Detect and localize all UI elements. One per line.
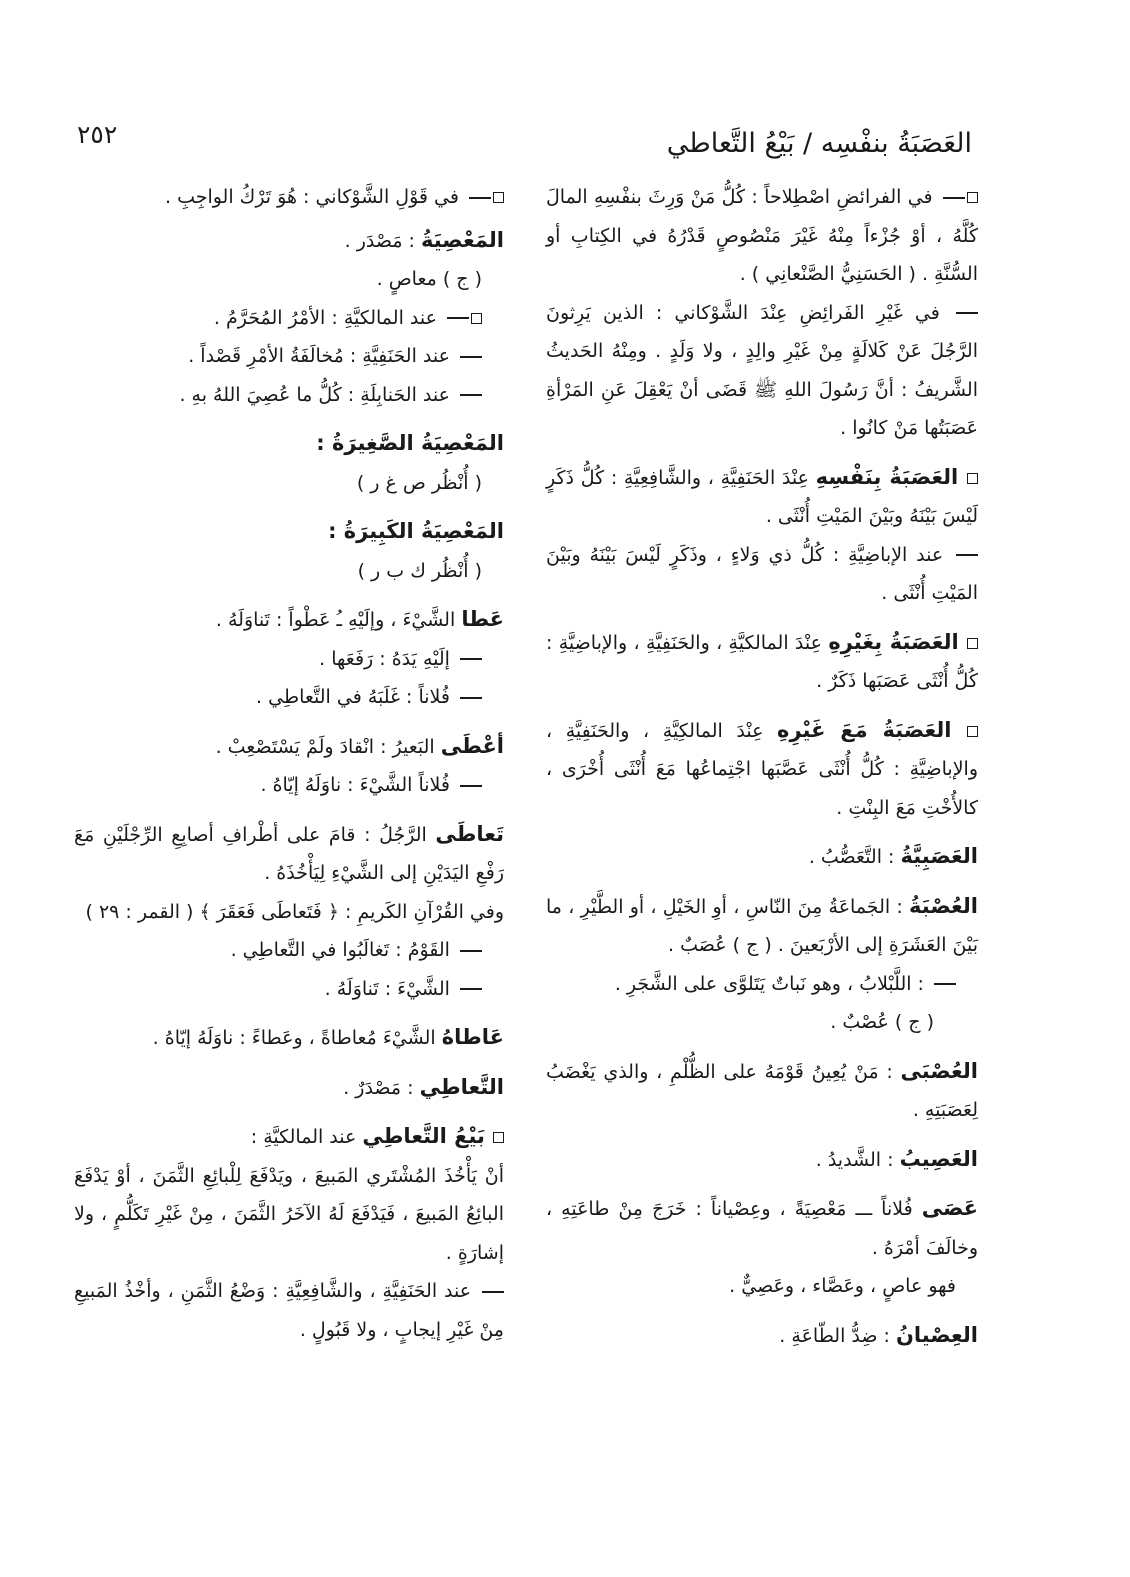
dash-marker <box>460 394 482 396</box>
entry-usba-binafsihi <box>546 458 978 613</box>
entry-text: فُلاناً ـــ مَعْصِيَةً ، وعِصْياناً : خَرَجَ مِنْ طاعَتِهِ ، وخالَفَ أمْرَهُ . <box>546 1198 978 1259</box>
entry-text: في قَوْلِ الشَّوْكاني : هُوَ تَرْكُ الواجِبِ . <box>164 186 459 208</box>
entry-text: في الفرائضِ اصْطِلاحاً : كُلُّ مَنْ وَرِثَ بنفْسِهِ المالَ كُلَّهُ ، أوْ جُزْءاً مِنْهُ غَيْرَ مَنْصُوصٍ قَدْرُهُ في الكِتابِ أو السُّنَّةِ . ( الحَسَنِيُّ الصَّنْعانِي ) . <box>546 186 978 285</box>
entry-taata <box>74 815 504 1009</box>
entry-isyan <box>546 1316 978 1356</box>
entry-bay-taati <box>74 1117 504 1349</box>
headword: العَصَبَةُ مَعَ غَيْرِهِ <box>777 717 952 742</box>
headword: المَعْصِيَةُ الصَّغِيرَةُ : <box>316 431 504 455</box>
entry-asib <box>546 1140 978 1180</box>
entry-text: عند المالكيَّةِ : <box>250 1126 357 1148</box>
dash-marker <box>460 950 482 952</box>
entry-masiya-saghira <box>74 424 504 502</box>
entry-text: في غَيْرِ الفَرائِضِ عِنْدَ الشَّوْكاني : الذين يَرِثونَ الرَّجُلَ عَنْ كَلالَةٍ مِنْ غَيْرِ والِدٍ ، ولا وَلَدٍ . ومِنْهُ الحَديثُ الشَّريفُ : أنَّ رَسُولَ اللهِ ﷺ قَضَى أنْ يَعْقِلَ عَنِ المَرْأةِ عَصَبَتُها مَنْ كانُوا . <box>546 301 978 439</box>
page-number: ٢٥٢ <box>77 120 118 149</box>
headword: المَعْصِيَةُ <box>420 227 504 252</box>
entry-ata-form-iv <box>74 727 504 805</box>
dash-marker <box>469 197 491 199</box>
running-header: العَصَبَةُ بنفْسِه / بَيْعُ التَّعاطي <box>666 128 972 159</box>
headword: العَصِيبُ <box>899 1146 978 1171</box>
headword: تَعاطَى <box>435 821 504 846</box>
square-bullet-icon <box>967 726 978 737</box>
headword: عَصَى <box>921 1196 978 1220</box>
quran-citation: وفي القُرْآنِ الكَريمِ : ﴿ فَتَعاطَى فَعَقَرَ ﴾ ( القمر : ٢٩ ) <box>85 900 504 923</box>
headword: المَعْصِيَةُ الكَبِيرَةُ : <box>328 519 504 543</box>
entry-text: : الجَماعَةُ مِنَ النّاسِ ، أوِ الخَيْلِ ، أو الطَّيْرِ ، ما بَيْنَ العَشَرَةِ إلى الأرْبَعينَ . ( ج ) عُصَبٌ . <box>546 895 978 956</box>
dash-marker <box>460 697 482 699</box>
headword: أعْطَى <box>440 733 504 758</box>
entry-ataahu <box>74 1018 504 1058</box>
entry-text: : مَنْ يُعِينُ قَوْمَهُ على الظُّلْمِ ، والذي يَغْضَبُ لِعَصَبَتِهِ . <box>546 1060 978 1121</box>
entry-text: إلَيْهِ يَدَهُ : رَفَعَها . <box>319 647 450 670</box>
entry-usba-group <box>546 887 978 1042</box>
headword: العُصْبَةُ <box>909 893 978 918</box>
square-bullet-icon <box>967 638 978 649</box>
entry-text: ( ج ) معاصٍ . <box>376 268 482 290</box>
dash-marker <box>943 197 965 199</box>
entry-usba-maa-ghayrihi <box>546 711 978 828</box>
entry-text: فُلاناً الشَّيْءَ : ناوَلَهُ إيّاهُ . <box>260 774 450 796</box>
entry-text: عِنْدَ المالكيَّةِ ، والحَنَفِيَّةِ ، والإباضِيَّةِ : كُلُّ أُنْثَى عَصَبَها ذَكَرٌ . <box>546 631 978 692</box>
headword: العَصَبِيَّةُ <box>900 844 978 868</box>
entry-text: البَعيرُ : انْقادَ ولَمْ يَسْتَصْعِبْ . <box>215 735 435 758</box>
headword: بَيْعُ التَّعاطِي <box>362 1124 485 1148</box>
headword: عَاطاهُ <box>441 1025 504 1049</box>
entry-text: الشَّيْءَ ، وإلَيْهِ ـُ عَطْواً : تَناوَلَهُ . <box>215 609 456 631</box>
dash-marker <box>447 317 469 319</box>
dash-marker <box>956 554 978 556</box>
entry-text: أنْ يَأْخُذَ المُشْتَري المَبيعَ ، ويَدْفَعَ لِلْبائِعِ الثَّمَنَ ، أوْ يَدْفَعَ البائِعُ المَبيعَ ، فَيَدْفَعَ لَهُ الآخَرُ الثَّمَنَ ، مِنْ غَيْرِ تَكَلُّمٍ ، ولا إشارَةٍ . <box>74 1164 504 1264</box>
square-bullet-icon <box>967 473 978 484</box>
entry-asa <box>546 1189 978 1306</box>
dash-marker <box>956 312 978 314</box>
entry-text: الشَّيْءَ : تَناوَلَهُ . <box>324 977 450 1000</box>
headword: العَصَبَةُ بِنَفْسِهِ <box>815 464 959 489</box>
entry-text: عِنْدَ الحَنَفِيَّةِ ، والشَّافِعِيَّةِ : كُلُّ ذَكَرٍ لَيْسَ بَيْنَهُ وبَيْنَ المَيْتِ أُنْثَى . <box>546 466 978 527</box>
entry-text: عند الحَنَفِيَّةِ ، والشَّافِعِيَّةِ : وَضْعُ الثَّمَنِ ، وأخْذُ المَبيعِ مِنْ غَيْرِ إيجابٍ ، ولا قَبُولٍ . <box>74 1280 504 1341</box>
entry-text: : اللَّبْلابُ ، وهو نَباتٌ يَتَلوَّى على الشَّجَرِ . <box>614 972 924 995</box>
entry-text: : ضِدُّ الطّاعَةِ . <box>779 1324 890 1347</box>
entry-usba <box>546 1052 978 1130</box>
square-bullet-icon <box>493 1132 504 1143</box>
headword: التَّعاطِي <box>419 1074 504 1099</box>
square-bullet-icon <box>493 192 504 203</box>
entry-text: القَوْمُ : تَغالَبُوا في التَّعاطِي . <box>230 939 450 961</box>
cross-reference: ( أُنْظُر ص غ ر ) <box>356 471 482 494</box>
entry-text: عند الحَنَفِيَّةِ : مُخالَفَةُ الأمْرِ قَصْداً . <box>188 345 450 367</box>
entry-text: : الشَّديدُ . <box>815 1148 894 1171</box>
entry-ata <box>74 600 504 717</box>
entry-masiya-kabira <box>74 512 504 590</box>
headword: العَصَبَةُ بِغَيْرِهِ <box>828 629 959 654</box>
dash-marker <box>482 1291 504 1293</box>
entry-text: ( ج ) عُصْبٌ . <box>830 1011 934 1033</box>
headword: العِصْيانُ <box>895 1322 978 1347</box>
left-column <box>74 178 504 1359</box>
dash-marker <box>934 983 956 985</box>
entry-text: فهو عاصٍ ، وعَصَّاء ، وعَصِيٌّ . <box>729 1275 956 1297</box>
square-bullet-icon <box>471 313 482 324</box>
entry-text: عند الحَنابِلَةِ : كُلُّ ما عُصِيَ اللهُ بهِ . <box>179 383 450 406</box>
entry-text: الشَّيْءَ مُعاطاةً ، وعَطاءً : ناوَلَهُ إيّاهُ . <box>152 1027 436 1049</box>
entry-usba-bighayrihi <box>546 623 978 701</box>
dash-marker <box>460 658 482 660</box>
entry-text: فُلاناً : غَلَبَهُ في التَّعاطِي . <box>256 686 450 708</box>
entry-text: : التَّعَصُّبُ . <box>808 846 895 868</box>
right-column <box>546 178 978 1365</box>
entry-continuation <box>74 178 504 217</box>
entry-taati <box>74 1068 504 1108</box>
headword: عَطا <box>461 607 504 631</box>
dash-marker <box>460 785 482 787</box>
entry-text: الرَّجُلُ : قامَ على أطْرافِ أصابِعِ الرِّجْلَيْنِ مَعَ رَفْعِ اليَدَيْنِ إلى الشَّيْءِ لِيَأْخُذَهُ . <box>74 823 504 884</box>
square-bullet-icon <box>967 192 978 203</box>
entry-text: عِنْدَ المالكِيَّةِ ، والحَنَفِيَّةِ ، والإباضِيَّةِ : كُلُّ أُنْثَى عَصَّبَها اجْتِماعُها مَعَ أُنْثَى أُخْرَى ، كالأُخْتِ مَعَ البِنْتِ . <box>546 719 978 819</box>
entry-text: : مَصْدَرٌ . <box>343 1076 414 1099</box>
dash-marker <box>460 356 482 358</box>
entry-text: عند المالكيَّةِ : الأمْرُ المُحَرَّمُ . <box>213 306 437 329</box>
entry-text: : مَصْدَر . <box>344 229 415 252</box>
headword: العُصْبَى <box>900 1058 978 1083</box>
entry-masiya <box>74 221 504 415</box>
cross-reference: ( أُنْظُر ك ب ر ) <box>357 559 482 582</box>
entry-usba-definition <box>546 178 978 448</box>
dash-marker <box>460 988 482 990</box>
entry-asabiyya <box>546 837 978 877</box>
entry-text: عند الإباضِيَّةِ : كُلُّ ذي وَلاءٍ ، وذَكَرٍ لَيْسَ بَيْنَهُ وبَيْنَ المَيْتِ أُنْثَى . <box>546 543 978 604</box>
